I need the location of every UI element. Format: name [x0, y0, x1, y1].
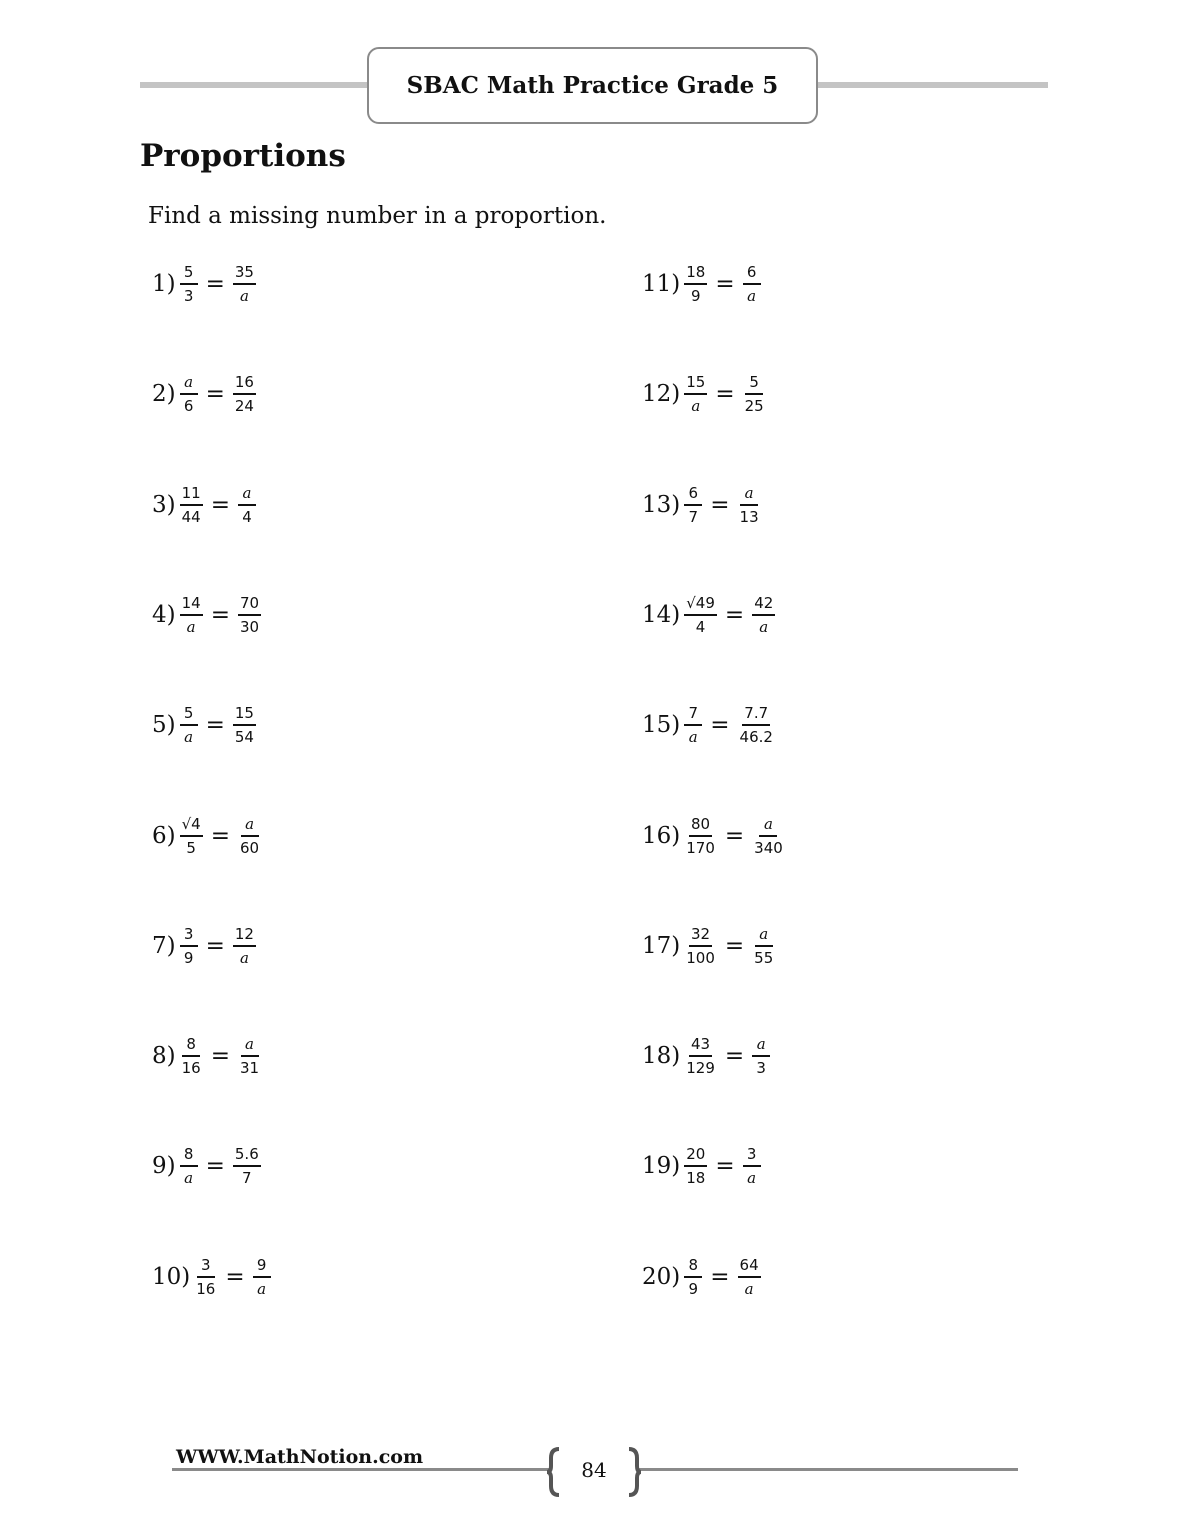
- problem-number: 19): [642, 1153, 681, 1179]
- problem-item: [152, 1136, 263, 1196]
- footer-rule-left: [172, 1468, 550, 1471]
- equals-sign: =: [210, 823, 230, 849]
- left-numerator: 8: [180, 1147, 198, 1167]
- left-fraction: [180, 372, 198, 415]
- left-fraction: [684, 814, 717, 857]
- problem-item: [642, 806, 787, 866]
- problem-item: [152, 695, 258, 755]
- right-denominator: 3: [756, 1058, 766, 1077]
- right-fraction: [752, 924, 775, 967]
- problem-number: 1): [152, 271, 176, 297]
- right-denominator: 7: [242, 1168, 252, 1187]
- problem-number: 16): [642, 823, 681, 849]
- right-denominator: a: [747, 1168, 757, 1187]
- left-denominator: 16: [196, 1279, 216, 1298]
- problem-item: [152, 916, 258, 976]
- right-numerator: 5.6: [233, 1147, 261, 1167]
- right-fraction: [233, 1144, 261, 1187]
- left-fraction: [684, 703, 702, 746]
- left-fraction: [194, 1255, 217, 1298]
- equals-sign: =: [205, 933, 225, 959]
- right-numerator: a: [241, 817, 259, 837]
- left-fraction: [180, 703, 198, 746]
- equals-sign: =: [225, 1264, 245, 1290]
- problem-number: 15): [642, 712, 681, 738]
- equals-sign: =: [715, 271, 735, 297]
- left-denominator: 129: [686, 1058, 715, 1077]
- problem-item: [152, 475, 258, 535]
- problem-number: 12): [642, 381, 681, 407]
- left-fraction: [684, 924, 717, 967]
- left-numerator: 8: [684, 1258, 702, 1278]
- problem-number: 10): [152, 1264, 191, 1290]
- problem-item: [642, 254, 763, 314]
- right-denominator: 24: [234, 396, 254, 415]
- header-title-box: [367, 47, 818, 124]
- right-fraction: [743, 372, 766, 415]
- right-denominator: 4: [242, 507, 252, 526]
- left-denominator: 3: [183, 286, 194, 305]
- left-numerator: 11: [180, 486, 203, 506]
- left-denominator: 170: [686, 838, 715, 857]
- right-fraction: [233, 703, 256, 746]
- left-denominator: 9: [183, 948, 194, 967]
- left-fraction: [180, 483, 203, 526]
- problem-item: [642, 585, 777, 645]
- left-denominator: a: [186, 617, 196, 636]
- header-rule-left: [140, 82, 370, 88]
- equals-sign: =: [210, 602, 230, 628]
- right-denominator: 46.2: [739, 727, 773, 746]
- right-denominator: 54: [234, 727, 254, 746]
- left-numerator: 32: [689, 927, 712, 947]
- problem-number: 20): [642, 1264, 681, 1290]
- right-fraction: [743, 262, 761, 305]
- equals-sign: =: [205, 712, 225, 738]
- left-numerator: √49: [684, 596, 717, 616]
- left-denominator: 9: [688, 1279, 699, 1298]
- left-numerator: a: [180, 375, 198, 395]
- problem-item: [152, 254, 258, 314]
- left-denominator: 6: [183, 396, 194, 415]
- problem-item: [642, 364, 768, 424]
- right-numerator: a: [759, 817, 777, 837]
- problem-number: 3): [152, 492, 176, 518]
- right-numerator: 16: [233, 375, 256, 395]
- equals-sign: =: [210, 492, 230, 518]
- left-denominator: 4: [695, 617, 706, 636]
- right-numerator: 3: [743, 1147, 761, 1167]
- right-denominator: 30: [239, 617, 260, 636]
- equals-sign: =: [210, 1043, 230, 1069]
- right-numerator: 70: [238, 596, 261, 616]
- right-denominator: a: [239, 286, 249, 305]
- left-fraction: [180, 814, 203, 857]
- left-fraction: [684, 593, 717, 636]
- left-denominator: 100: [686, 948, 715, 967]
- right-fraction: [253, 1255, 271, 1298]
- problem-number: 11): [642, 271, 681, 297]
- footer-rule-right: [638, 1468, 1018, 1471]
- right-fraction: [752, 814, 785, 857]
- problem-item: [152, 806, 263, 866]
- problem-item: [642, 475, 763, 535]
- right-numerator: a: [241, 1037, 259, 1057]
- problem-number: 14): [642, 602, 681, 628]
- equals-sign: =: [205, 1153, 225, 1179]
- left-numerator: 80: [689, 817, 712, 837]
- right-numerator: 64: [738, 1258, 761, 1278]
- problem-number: 7): [152, 933, 176, 959]
- page-number-brackets: [547, 1446, 641, 1498]
- right-numerator: 7.7: [742, 706, 770, 726]
- left-fraction: [180, 262, 198, 305]
- left-denominator: 7: [688, 507, 699, 526]
- right-denominator: 60: [240, 838, 260, 857]
- footer-website: WWW.MathNotion.com: [176, 1446, 424, 1468]
- right-numerator: 5: [745, 375, 763, 395]
- left-numerator: √4: [180, 817, 203, 837]
- equals-sign: =: [724, 933, 745, 959]
- right-numerator: a: [740, 486, 758, 506]
- problem-number: 8): [152, 1043, 176, 1069]
- right-denominator: a: [744, 1279, 754, 1298]
- page-title: Proportions: [140, 138, 346, 174]
- problem-item: [152, 585, 263, 645]
- problem-item: [152, 364, 258, 424]
- left-fraction: [180, 1034, 203, 1077]
- problem-number: 6): [152, 823, 176, 849]
- left-fraction: [180, 1144, 198, 1187]
- left-numerator: 3: [197, 1258, 215, 1278]
- right-fraction: [238, 593, 261, 636]
- left-fraction: [180, 924, 198, 967]
- right-fraction: [752, 1034, 770, 1077]
- equals-sign: =: [710, 492, 730, 518]
- left-denominator: 5: [186, 838, 196, 857]
- problem-number: 9): [152, 1153, 176, 1179]
- right-fraction: [738, 1255, 761, 1298]
- problem-number: 13): [642, 492, 681, 518]
- right-fraction: [238, 1034, 261, 1077]
- equals-sign: =: [710, 1264, 730, 1290]
- left-numerator: 6: [684, 486, 702, 506]
- right-denominator: 13: [739, 507, 759, 526]
- problem-item: [642, 1026, 772, 1086]
- left-fraction: [684, 372, 707, 415]
- left-denominator: a: [184, 727, 194, 746]
- right-denominator: 25: [744, 396, 764, 415]
- problem-number: 5): [152, 712, 176, 738]
- right-numerator: 9: [253, 1258, 271, 1278]
- header-rule-right: [818, 82, 1048, 88]
- equals-sign: =: [715, 1153, 735, 1179]
- right-numerator: a: [755, 927, 773, 947]
- right-numerator: 42: [752, 596, 775, 616]
- problem-number: 4): [152, 602, 176, 628]
- left-fraction: [684, 262, 707, 305]
- left-numerator: 18: [684, 265, 707, 285]
- left-fraction: [684, 1144, 707, 1187]
- left-denominator: 16: [181, 1058, 201, 1077]
- left-denominator: a: [184, 1168, 194, 1187]
- equals-sign: =: [710, 712, 730, 738]
- right-numerator: 6: [743, 265, 761, 285]
- right-fraction: [738, 483, 761, 526]
- equals-sign: =: [205, 381, 225, 407]
- left-denominator: 9: [691, 286, 701, 305]
- page-number: 84: [581, 1458, 607, 1482]
- left-numerator: 7: [684, 706, 702, 726]
- right-fraction: [238, 814, 261, 857]
- right-denominator: 31: [239, 1058, 260, 1077]
- problem-item: [152, 1026, 263, 1086]
- right-numerator: 35: [233, 265, 256, 285]
- left-numerator: 5: [180, 706, 198, 726]
- problem-item: [152, 1247, 273, 1307]
- problem-number: 17): [642, 933, 681, 959]
- right-denominator: 340: [754, 838, 783, 857]
- left-numerator: 3: [180, 927, 198, 947]
- equals-sign: =: [724, 602, 745, 628]
- right-denominator: a: [239, 948, 249, 967]
- problem-item: [642, 1247, 763, 1307]
- right-fraction: [233, 924, 256, 967]
- equals-sign: =: [724, 1043, 745, 1069]
- left-numerator: 8: [182, 1037, 200, 1057]
- left-fraction: [684, 1034, 717, 1077]
- problem-item: [642, 695, 777, 755]
- right-fraction: [233, 372, 256, 415]
- left-numerator: 5: [180, 265, 198, 285]
- problem-number: 2): [152, 381, 176, 407]
- left-denominator: 44: [181, 507, 201, 526]
- problem-number: 18): [642, 1043, 681, 1069]
- problem-item: [642, 1136, 763, 1196]
- right-fraction: [743, 1144, 761, 1187]
- left-fraction: [684, 483, 702, 526]
- right-denominator: a: [759, 617, 769, 636]
- left-numerator: 14: [180, 596, 203, 616]
- equals-sign: =: [205, 271, 225, 297]
- right-numerator: 15: [233, 706, 256, 726]
- left-fraction: [684, 1255, 702, 1298]
- right-fraction: [238, 483, 256, 526]
- left-numerator: 20: [684, 1147, 707, 1167]
- right-numerator: a: [752, 1037, 770, 1057]
- left-denominator: a: [691, 396, 701, 415]
- instructions: Find a missing number in a proportion.: [148, 203, 607, 229]
- right-numerator: a: [238, 486, 256, 506]
- right-denominator: a: [257, 1279, 267, 1298]
- left-denominator: 18: [686, 1168, 706, 1187]
- right-fraction: [752, 593, 775, 636]
- left-numerator: 15: [684, 375, 707, 395]
- problem-item: [642, 916, 777, 976]
- left-denominator: a: [688, 727, 698, 746]
- left-fraction: [180, 593, 203, 636]
- equals-sign: =: [724, 823, 745, 849]
- header-title: SBAC Math Practice Grade 5: [406, 72, 779, 99]
- left-numerator: 43: [689, 1037, 712, 1057]
- equals-sign: =: [715, 381, 735, 407]
- right-denominator: 55: [754, 948, 774, 967]
- right-fraction: [738, 703, 775, 746]
- right-fraction: [233, 262, 256, 305]
- right-numerator: 12: [233, 927, 256, 947]
- right-denominator: a: [747, 286, 757, 305]
